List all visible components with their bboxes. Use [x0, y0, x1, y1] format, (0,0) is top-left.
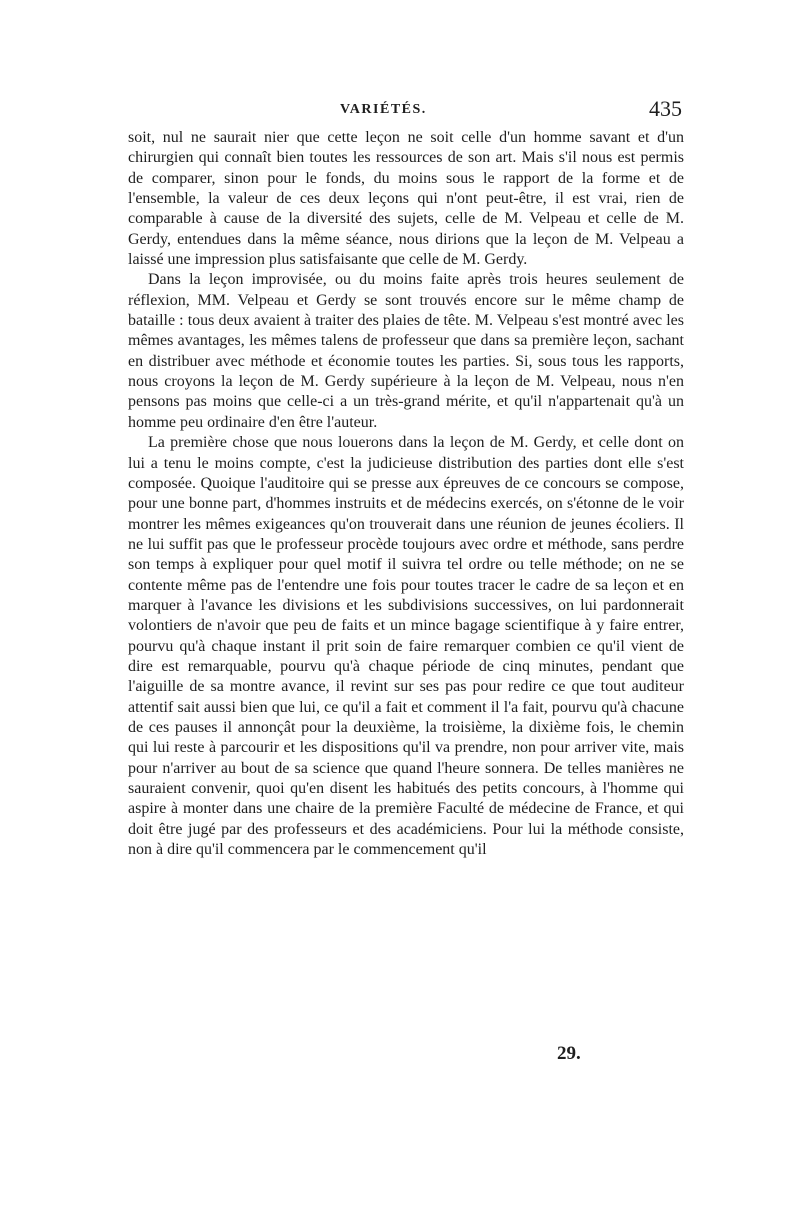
paragraph-2: Dans la leçon improvisée, ou du moins faite après trois heures seulement de réflexion, MM. Velpeau et Gerdy se sont trouvés encore sur le même champ de bataille : tous deux avaient à traiter des plaies de tête. M. Velpeau s'est montré avec les mêmes avantages, les mêmes talens de professeur que dans sa première leçon, sachant en distribuer avec méthode et économie toutes les parties. Si, sous tous les rapports, nous croyons la leçon de M. Gerdy supérieure à la leçon de M. Velpeau, nous n'en pensons pas moins que celle-ci a un très-grand mérite, et qu'il n'appartenait qu'à un homme peu ordinaire d'en être l'auteur. — [128, 271, 684, 431]
signature-mark: 29. — [557, 1043, 581, 1064]
page-header — [130, 96, 690, 126]
paragraph-1: soit, nul ne saurait nier que cette leçon ne soit celle d'un homme savant et d'un chirurgien qui connaît bien toutes les ressources de son art. Mais s'il nous est permis de comparer, sinon pour le fonds, du moins sous le rapport de la forme et de l'ensemble, la valeur de ces deux leçons qui n'ont peut-être, il est vrai, rien de comparable à cause de la diversité des sujets, celle de M. Velpeau et celle de M. Gerdy, entendues dans la même séance, nous dirions que la leçon de M. Velpeau a laissé une impression plus satisfaisante que celle de M. Gerdy. — [128, 129, 684, 269]
body-text — [128, 128, 684, 860]
paragraph-3: La première chose que nous louerons dans la leçon de M. Gerdy, et celle dont on lui a tenu le moins compte, c'est la judicieuse distribution des parties dont elle s'est composée. Quoique l'auditoire qui se presse aux épreuves de ce concours se compose, pour une bonne part, d'hommes instruits et de médecins exercés, on s'étonne de le voir montrer les mêmes exigeances qu'on trouverait dans une réunion de jeunes écoliers. Il ne lui suffit pas que le professeur procède toujours avec ordre et méthode, sans perdre son temps à expliquer pour quel motif il suivra tel ordre ou telle méthode; on ne se contente même pas de l'entendre une fois pour toutes tracer le cadre de sa leçon et en marquer à l'avance les divisions et les subdivisions successives, on lui pardonnerait volontiers de n'avoir que peu de faits et un mince bagage scientifique à y faire entrer, pourvu qu'à chaque instant il prit soin de faire remarquer combien ce qu'il vient de dire est remarquable, pourvu qu'à chaque période de cinq minutes, pendant que l'aiguille de sa montre avance, il revint sur ses pas pour redire ce que tout auditeur attentif sait aussi bien que lui, ce qu'il a fait et comment il l'a fait, pourvu qu'à chacune de ces pauses il annonçât pour la deuxième, la troisième, la dixième fois, le chemin qui lui reste à parcourir et les dispositions qu'il va prendre, non pour arriver vite, mais pour n'arriver au bout de sa science que quand l'heure sonnera. De telles manières ne sauraient convenir, quoi qu'en disent les habitués des petits concours, à l'homme qui aspire à monter dans une chaire de la première Faculté de médecine de France, et qui doit être jugé par des professeurs et des académiciens. Pour lui la méthode consiste, non à dire qu'il commencera par le commencement qu'il — [128, 434, 684, 859]
page-number: 435 — [649, 96, 682, 121]
running-title: VARIÉTÉS. — [340, 102, 427, 117]
